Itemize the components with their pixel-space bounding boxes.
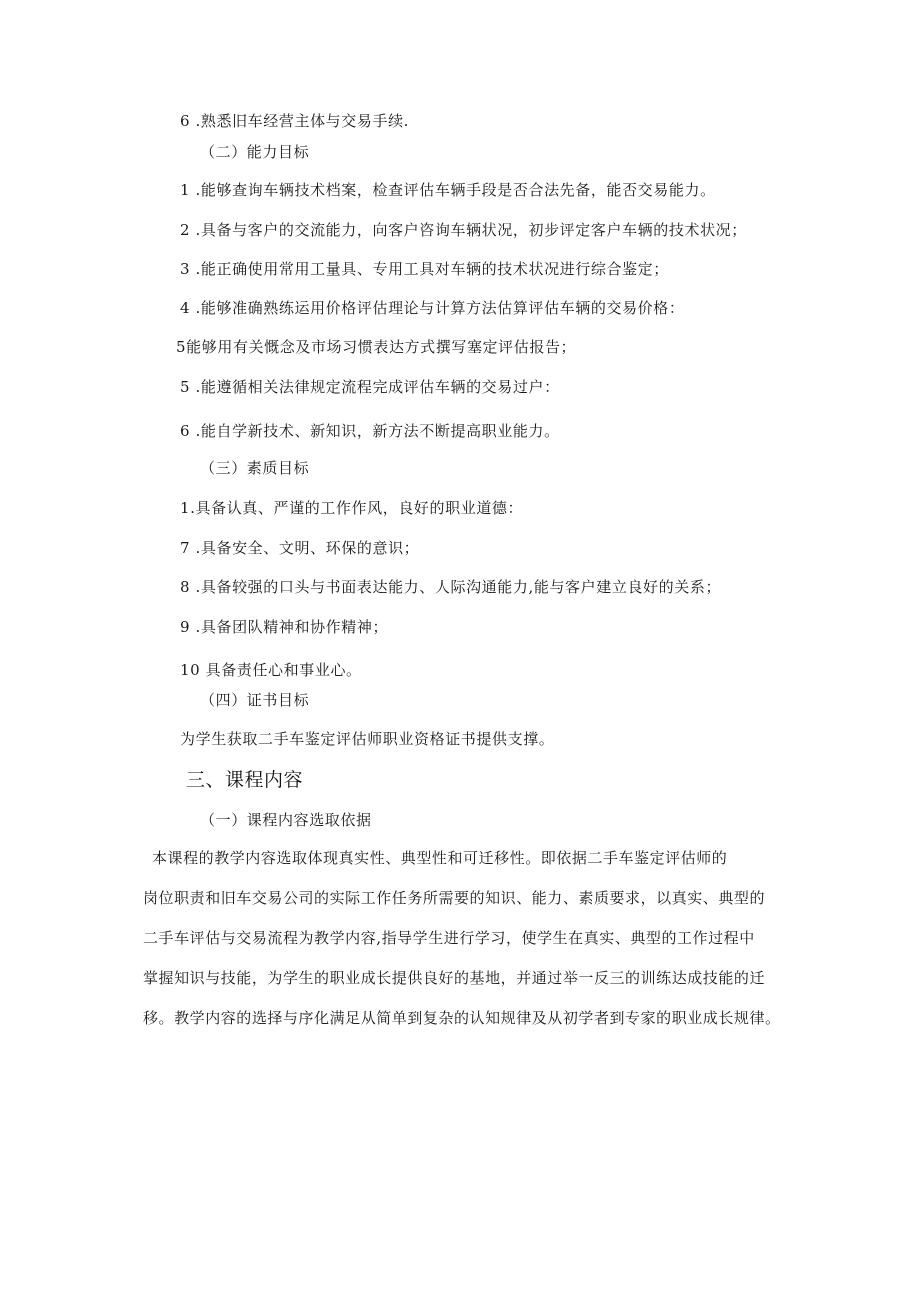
- certificate-heading: （四）证书目标: [200, 691, 310, 709]
- quality-item-5: 10 具备责任心和事业心。: [180, 661, 362, 679]
- paragraph-line-1: 本课程的教学内容选取体现真实性、典型性和可迁移性。即依据二手车鉴定评估师的: [152, 849, 728, 867]
- knowledge-item-6: 6 .熟悉旧车经营主体与交易手续.: [180, 112, 410, 130]
- ability-heading: （二）能力目标: [200, 143, 310, 161]
- quality-item-4: 9 .具备团队精神和协作精神；: [180, 618, 389, 636]
- ability-item-7: 6 .能自学新技术、新知识，新方法不断提高职业能力。: [180, 422, 560, 440]
- section-title: 三、课程内容: [186, 769, 304, 791]
- quality-heading: （三）素质目标: [200, 459, 310, 477]
- quality-item-3: 8 .具备较强的口头与书面表达能力、人际沟通能力,能与客户建立良好的关系；: [180, 578, 722, 596]
- paragraph-line-5: 移。教学内容的选择与序化满足从简单到复杂的认知规律及从初学者到专家的职业成长规律。: [143, 1009, 781, 1027]
- ability-item-1: 1 .能够查询车辆技术档案，检查评估车辆手段是否合法先备，能否交易能力。: [180, 181, 716, 199]
- ability-item-2: 2 .具备与客户的交流能力，向客户咨询车辆状况，初步评定客户车辆的技术状况；: [180, 221, 747, 239]
- paragraph-line-3: 二手车评估与交易流程为教学内容,指导学生进行学习，使学生在真实、典型的工作过程中: [143, 929, 755, 947]
- paragraph-line-2: 岗位职责和旧车交易公司的实际工作任务所需要的知识、能力、素质要求，以真实、典型的: [143, 889, 766, 907]
- ability-item-3: 3 .能正确使用常用工量具、专用工具对车辆的技术状况进行综合鉴定；: [180, 260, 669, 278]
- ability-item-4: 4 .能够准确熟练运用价格评估理论与计算方法估算评估车辆的交易价格：: [180, 299, 685, 317]
- ability-item-6: 5 .能遵循相关法律规定流程完成评估车辆的交易过户：: [180, 378, 560, 396]
- quality-item-2: 7 .具备安全、文明、环保的意识；: [180, 539, 420, 557]
- certificate-text: 为学生获取二手车鉴定评估师职业资格证书提供支撑。: [180, 730, 555, 748]
- subsection-heading: （一）课程内容选取依据: [200, 811, 372, 829]
- paragraph-line-4: 掌握知识与技能，为学生的职业成长提供良好的基地，并通过举一反三的训练达成技能的迁: [143, 969, 766, 987]
- ability-item-5: 5能够用有关慨念及市场习惯表达方式撰写塞定评估报告；: [176, 338, 577, 356]
- quality-item-1: 1.具备认真、严谨的工作作风，良好的职业道德：: [180, 499, 524, 517]
